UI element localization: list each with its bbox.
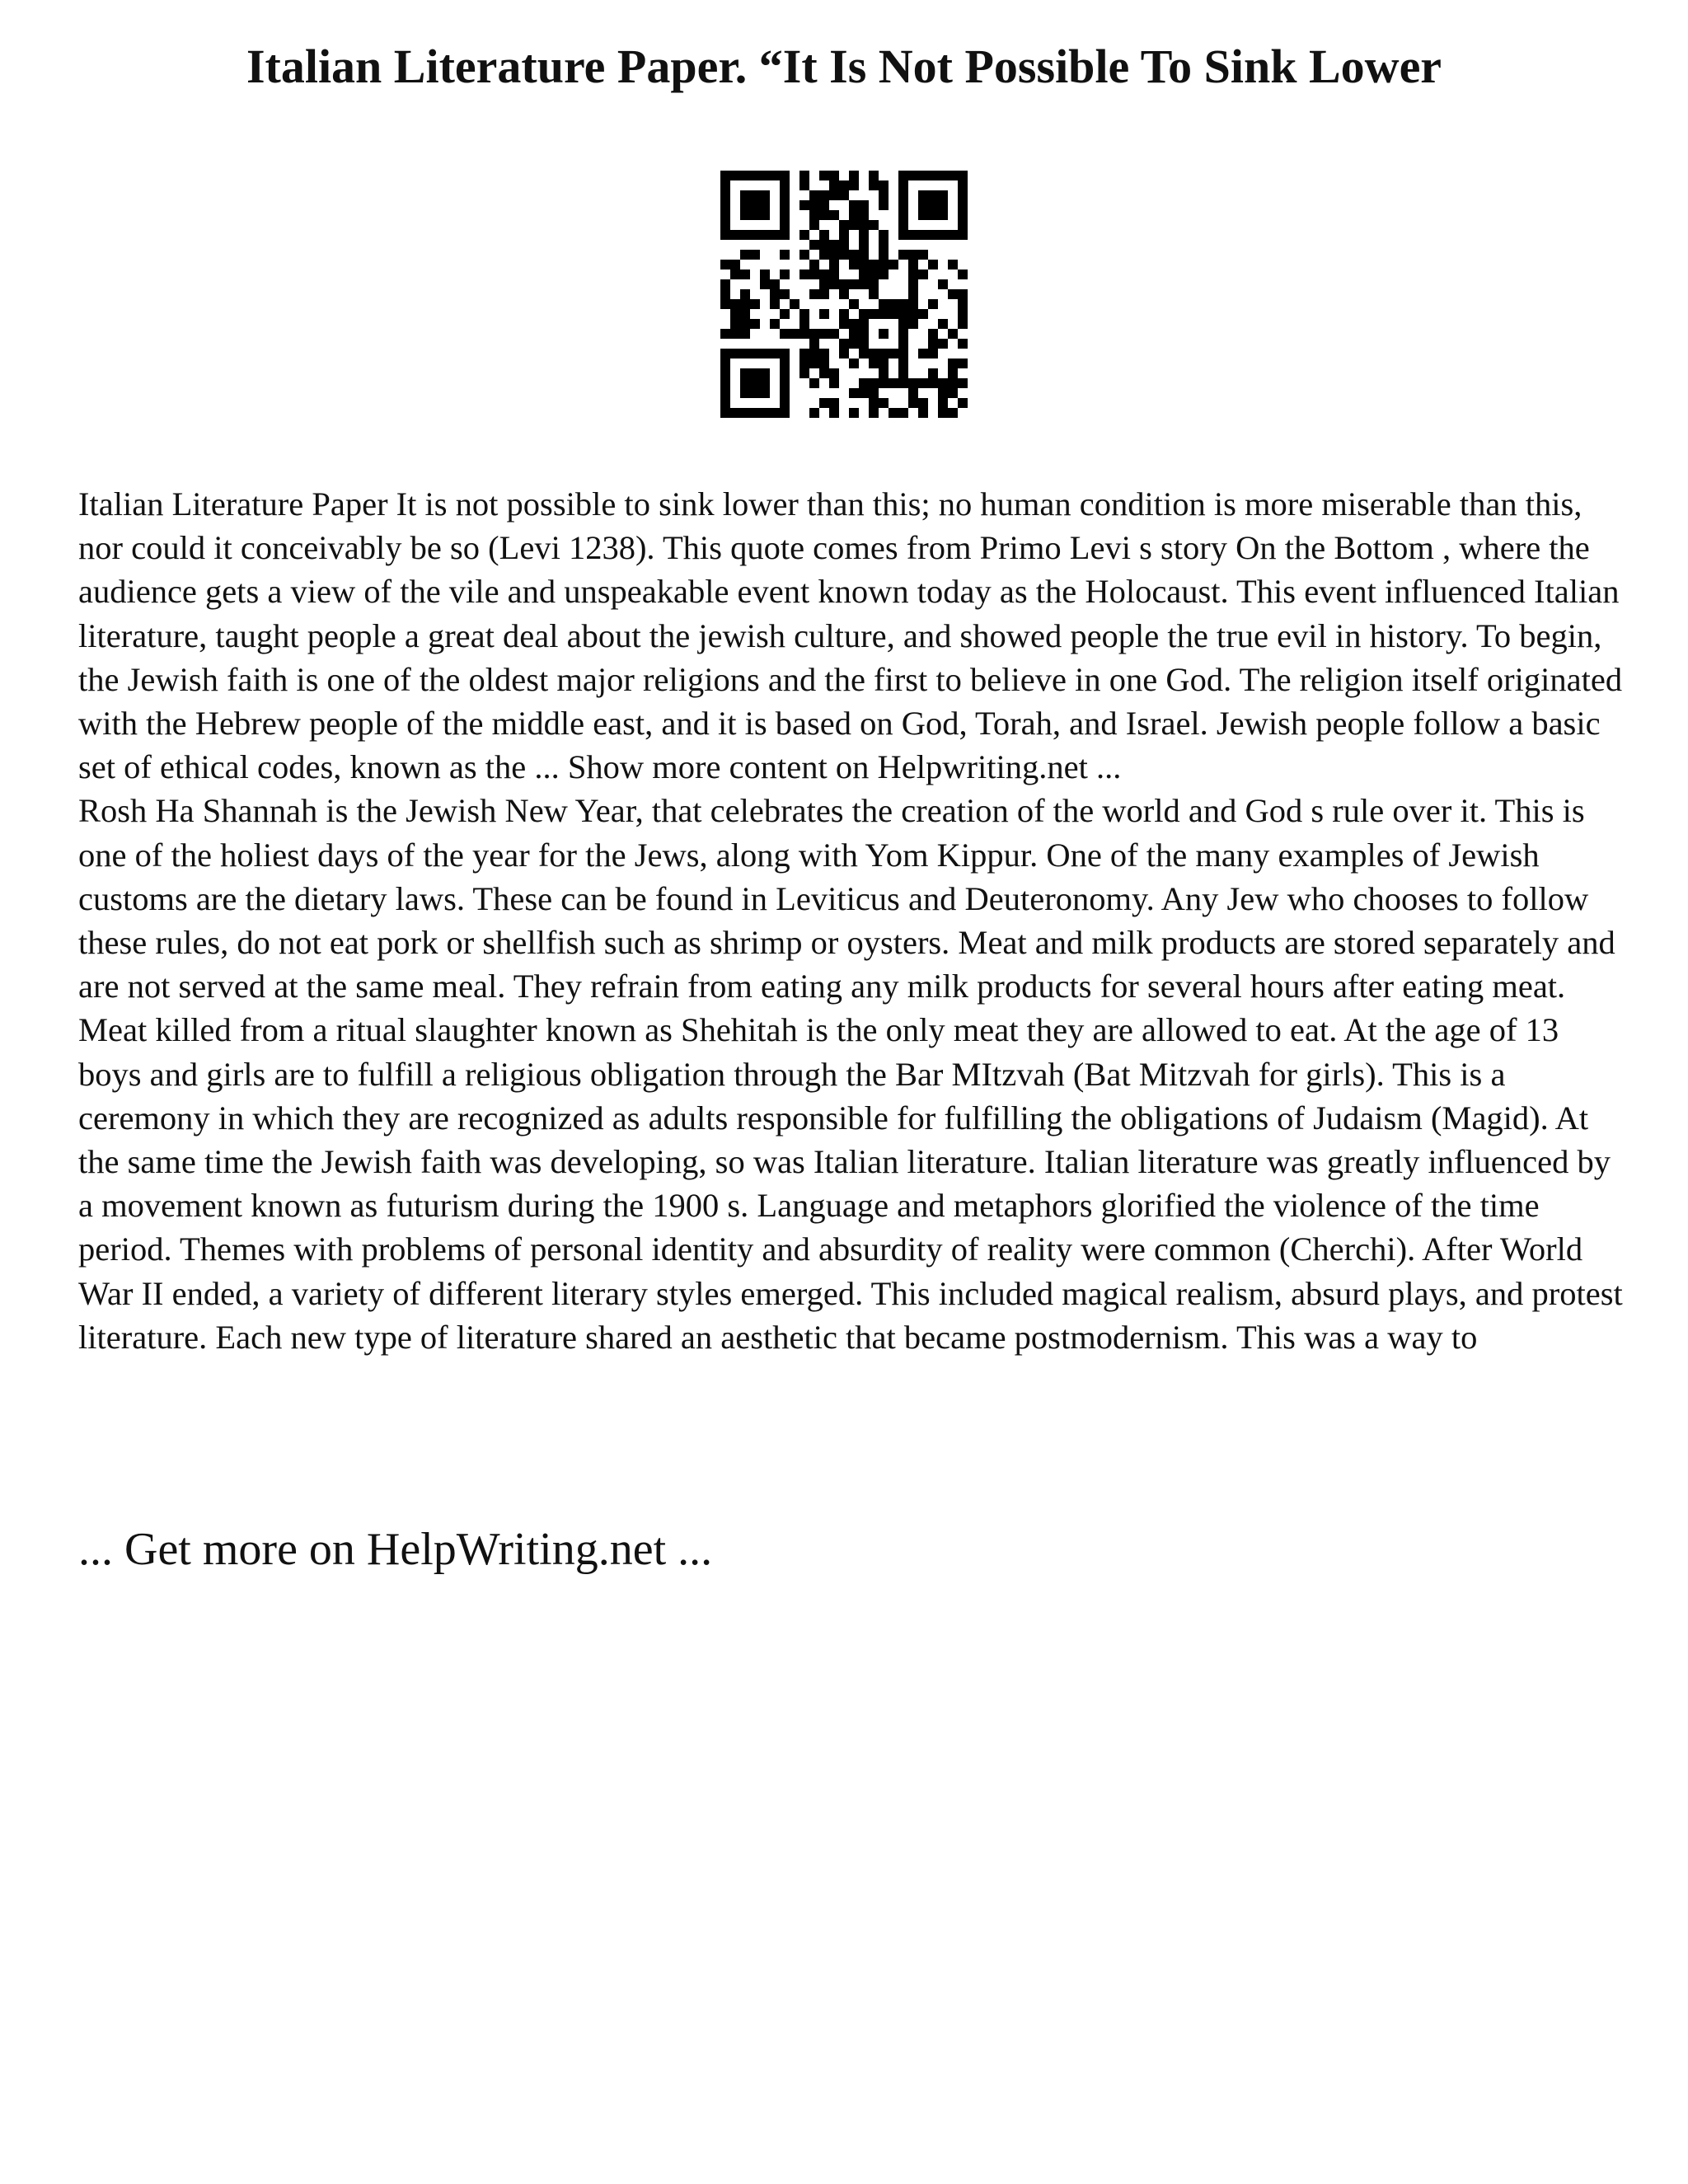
qr-code-icon: [720, 171, 968, 418]
paragraph: Rosh Ha Shannah is the Jewish New Year, that celebrates the creation of the world and God s rule over it. This is one of the holiest days of the year for the Jews, along with Yom Kippur. One of the many examples of Jewish customs are the dietary laws. These can be found in Leviticus and Deuteronomy. Any Jew who chooses to follow these rules, do not eat pork or shellfish such as shrimp or oysters. Meat and milk products are stored separately and are not served at the same meal. They refrain from eating any milk products for several hours after eating meat. Meat killed from a ritual slaughter known as Shehitah is the only meat they are allowed to eat. At the age of 13 boys and girls are to fulfill a religious obligation through the Bar MItzvah (Bat Mitzvah for girls). This is a ceremony in which they are recognized as adults responsible for fulfilling the obligations of Judaism (Magid). At the same time the Jewish faith was developing, so was Italian literature. Italian literature was greatly influenced by a movement known as futurism during the 1900 s. Language and metaphors glorified the violence of the time period. Themes with problems of personal identity and absurdity of reality were common (Cherchi). After World War II ended, a variety of different literary styles emerged. This included magical realism, absurd plays, and protest literature. Each new type of literature shared an aesthetic that became postmodernism. This was a way to: [78, 792, 1623, 1356]
article-body: [78, 482, 1628, 1359]
paragraph: Italian Literature Paper It is not possible to sink lower than this; no human condition is more miserable than this, nor could it conceivably be so (Levi 1238). This quote comes from Primo Levi s story On the Bottom , where the audience gets a view of the vile and unspeakable event known today as the Holocaust. This event influenced Italian literature, taught people a great deal about the jewish culture, and showed people the true evil in history. To begin, the Jewish faith is one of the oldest major religions and the first to believe in one God. The religion itself originated with the Hebrew people of the middle east, and it is based on God, Torah, and Israel. Jewish people follow a basic set of ethical codes, known as the ... Show more content on Helpwriting.net ...: [78, 485, 1623, 786]
page-title: Italian Literature Paper. “It Is Not Possible To Sink Lower: [246, 40, 1442, 93]
get-more-link[interactable]: ... Get more on HelpWriting.net ...: [78, 1524, 713, 1575]
